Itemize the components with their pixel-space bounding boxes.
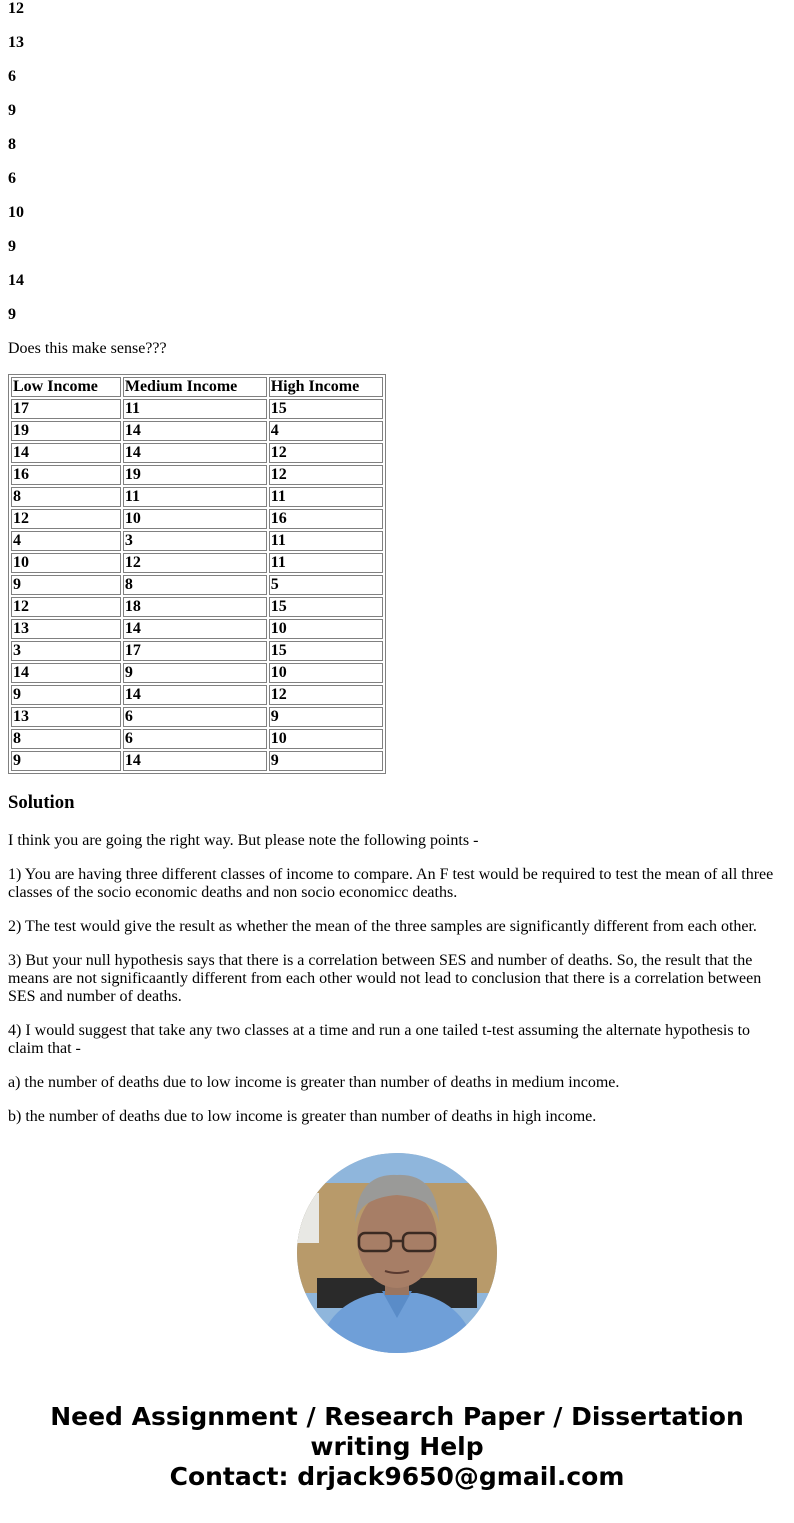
- portrait-icon: [297, 1153, 497, 1353]
- table-cell: 16: [269, 509, 383, 529]
- table-row: [11, 465, 383, 485]
- table-cell: 9: [11, 575, 121, 595]
- table-cell: 12: [269, 685, 383, 705]
- author-avatar: [297, 1153, 497, 1353]
- solution-heading: Solution: [8, 792, 75, 813]
- table-cell: 9: [11, 685, 121, 705]
- number-item: 8: [8, 136, 16, 153]
- table-cell: 8: [11, 729, 121, 749]
- table-row: [11, 399, 383, 419]
- table-cell: 14: [123, 685, 267, 705]
- promo-line-1: Need Assignment / Research Paper / Dissertation: [50, 1402, 744, 1431]
- table-cell: 4: [11, 531, 121, 551]
- leading-numbers: [8, 0, 786, 324]
- table-cell: 3: [11, 641, 121, 661]
- table-cell: 9: [269, 707, 383, 727]
- number-item: 9: [8, 306, 16, 323]
- table-row: [11, 663, 383, 683]
- document-body: [8, 0, 786, 1142]
- table-cell: 12: [11, 597, 121, 617]
- header-low-income: Low Income: [11, 377, 121, 397]
- number-item: 12: [8, 0, 24, 17]
- table-cell: 4: [269, 421, 383, 441]
- table-cell: 13: [11, 707, 121, 727]
- solution-point-3: 3) But your null hypothesis says that there is a correlation between SES and number of deaths. So, the result that the means are not significaantly different from each other would not lead to conclusion that there is a correlation between SES and number of deaths.: [8, 952, 762, 1005]
- header-medium-income: Medium Income: [123, 377, 267, 397]
- number-item: 6: [8, 68, 16, 85]
- question-text: Does this make sense???: [8, 340, 167, 357]
- solution-intro: I think you are going the right way. But please note the following points -: [8, 832, 479, 849]
- table-cell: 6: [123, 707, 267, 727]
- table-row: [11, 707, 383, 727]
- table-cell: 8: [123, 575, 267, 595]
- table-cell: 12: [269, 443, 383, 463]
- table-cell: 9: [11, 751, 121, 771]
- table-cell: 14: [123, 421, 267, 441]
- table-row: [11, 553, 383, 573]
- table-cell: 10: [123, 509, 267, 529]
- table-cell: 17: [123, 641, 267, 661]
- promo-contact: Contact: drjack9650@gmail.com: [169, 1462, 625, 1491]
- table-cell: 10: [269, 729, 383, 749]
- table-cell: 5: [269, 575, 383, 595]
- table-cell: 11: [269, 531, 383, 551]
- table-row: [11, 531, 383, 551]
- table-cell: 10: [11, 553, 121, 573]
- table-cell: 11: [269, 487, 383, 507]
- table-cell: 3: [123, 531, 267, 551]
- promo-banner: [0, 1402, 794, 1492]
- avatar-photo: [297, 1153, 497, 1353]
- header-high-income: High Income: [269, 377, 383, 397]
- table-row: [11, 443, 383, 463]
- table-cell: 14: [11, 443, 121, 463]
- table-cell: 12: [11, 509, 121, 529]
- number-item: 13: [8, 34, 24, 51]
- table-cell: 6: [123, 729, 267, 749]
- table-cell: 15: [269, 399, 383, 419]
- table-row: [11, 751, 383, 771]
- number-item: 10: [8, 204, 24, 221]
- solution-point-2: 2) The test would give the result as whether the mean of the three samples are significantly different from each other.: [8, 918, 757, 935]
- solution-point-b: b) the number of deaths due to low income is greater than number of deaths in high income.: [8, 1108, 597, 1125]
- table-cell: 11: [123, 487, 267, 507]
- table-cell: 11: [123, 399, 267, 419]
- number-item: 9: [8, 102, 16, 119]
- solution-point-1: 1) You are having three different classes of income to compare. An F test would be required to test the mean of all three classes of the socio economic deaths and non socio economicc deaths.: [8, 866, 774, 901]
- table-row: [11, 509, 383, 529]
- table-cell: 11: [269, 553, 383, 573]
- number-item: 6: [8, 170, 16, 187]
- table-cell: 15: [269, 641, 383, 661]
- table-cell: 16: [11, 465, 121, 485]
- table-cell: 19: [11, 421, 121, 441]
- table-body: [11, 399, 383, 771]
- table-cell: 18: [123, 597, 267, 617]
- solution-point-a: a) the number of deaths due to low income is greater than number of deaths in medium income.: [8, 1074, 620, 1091]
- table-cell: 14: [11, 663, 121, 683]
- number-item: 14: [8, 272, 24, 289]
- table-cell: 9: [123, 663, 267, 683]
- promo-line-2: writing Help: [310, 1432, 484, 1461]
- table-row: [11, 597, 383, 617]
- table-row: [11, 729, 383, 749]
- table-row: [11, 421, 383, 441]
- table-cell: 14: [123, 443, 267, 463]
- table-row: [11, 487, 383, 507]
- table-cell: 12: [123, 553, 267, 573]
- table-cell: 14: [123, 619, 267, 639]
- table-cell: 13: [11, 619, 121, 639]
- table-cell: 12: [269, 465, 383, 485]
- table-cell: 14: [123, 751, 267, 771]
- table-cell: 9: [269, 751, 383, 771]
- number-item: 9: [8, 238, 16, 255]
- solution-point-4: 4) I would suggest that take any two classes at a time and run a one tailed t-test assuming the alternate hypothesis to claim that -: [8, 1022, 751, 1057]
- table-row: [11, 619, 383, 639]
- income-deaths-table: [8, 374, 386, 774]
- table-cell: 8: [11, 487, 121, 507]
- table-cell: 10: [269, 619, 383, 639]
- table-cell: 17: [11, 399, 121, 419]
- table-cell: 19: [123, 465, 267, 485]
- table-row: [11, 685, 383, 705]
- table-header-row: [11, 377, 383, 397]
- table-cell: 15: [269, 597, 383, 617]
- table-cell: 10: [269, 663, 383, 683]
- table-row: [11, 575, 383, 595]
- table-row: [11, 641, 383, 661]
